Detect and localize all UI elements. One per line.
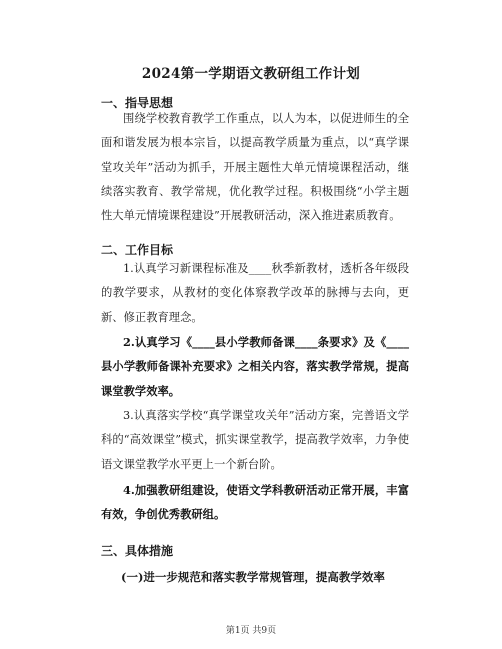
paragraph-goal-2: 2.认真学习《____县小学教师备课____条要求》及《____县小学教师备课补充要求》之相关内容，落实教学常规，提高课堂教学效率。 [101,335,409,398]
paragraph-goal-3: 3.认真落实学校“真学课堂攻关年”活动方案，完善语文学科的“高效课堂”模式，抓实课堂教学，提高教学效率，力争使语文课堂教学水平更上一个新台阶。 [101,409,409,471]
document-title: 2024第一学期语文教研组工作计划 [141,66,361,82]
page-footer: 第1页 共9页 [225,626,277,636]
section-heading-guiding-ideology: 一、指导思想 [101,96,174,110]
paragraph-guiding-ideology: 围绕学校教育教学工作重点，以人为本，以促进师生的全面和谐发展为根本宗旨，以提高教学质量为重点，以“真学课堂攻关年”活动为抓手，开展主题性大单元情境课程活动，继续落实教育、教学常规，优化教学过程。积极围绕“小学主题性大单元情境课程建设”开展教研活动，深入推进素质教育。 [101,112,409,223]
paragraph-goal-1: 1.认真学习新课程标准及____秋季新教材，透析各年级段的教学要求，从教材的变化体察教学改革的脉搏与去向，更新、修正教育理念。 [101,262,409,324]
section-heading-work-goals: 二、工作目标 [101,243,174,257]
section-heading-specific-measures: 三、具体措施 [101,544,174,558]
paragraph-goal-4: 4.加强教研组建设，使语文学科教研活动正常开展，丰富有效，争创优秀教研组。 [101,483,409,522]
subsection-heading-measure-1: (一)进一步规范和落实教学常规管理，提高教学效率 [121,570,385,584]
